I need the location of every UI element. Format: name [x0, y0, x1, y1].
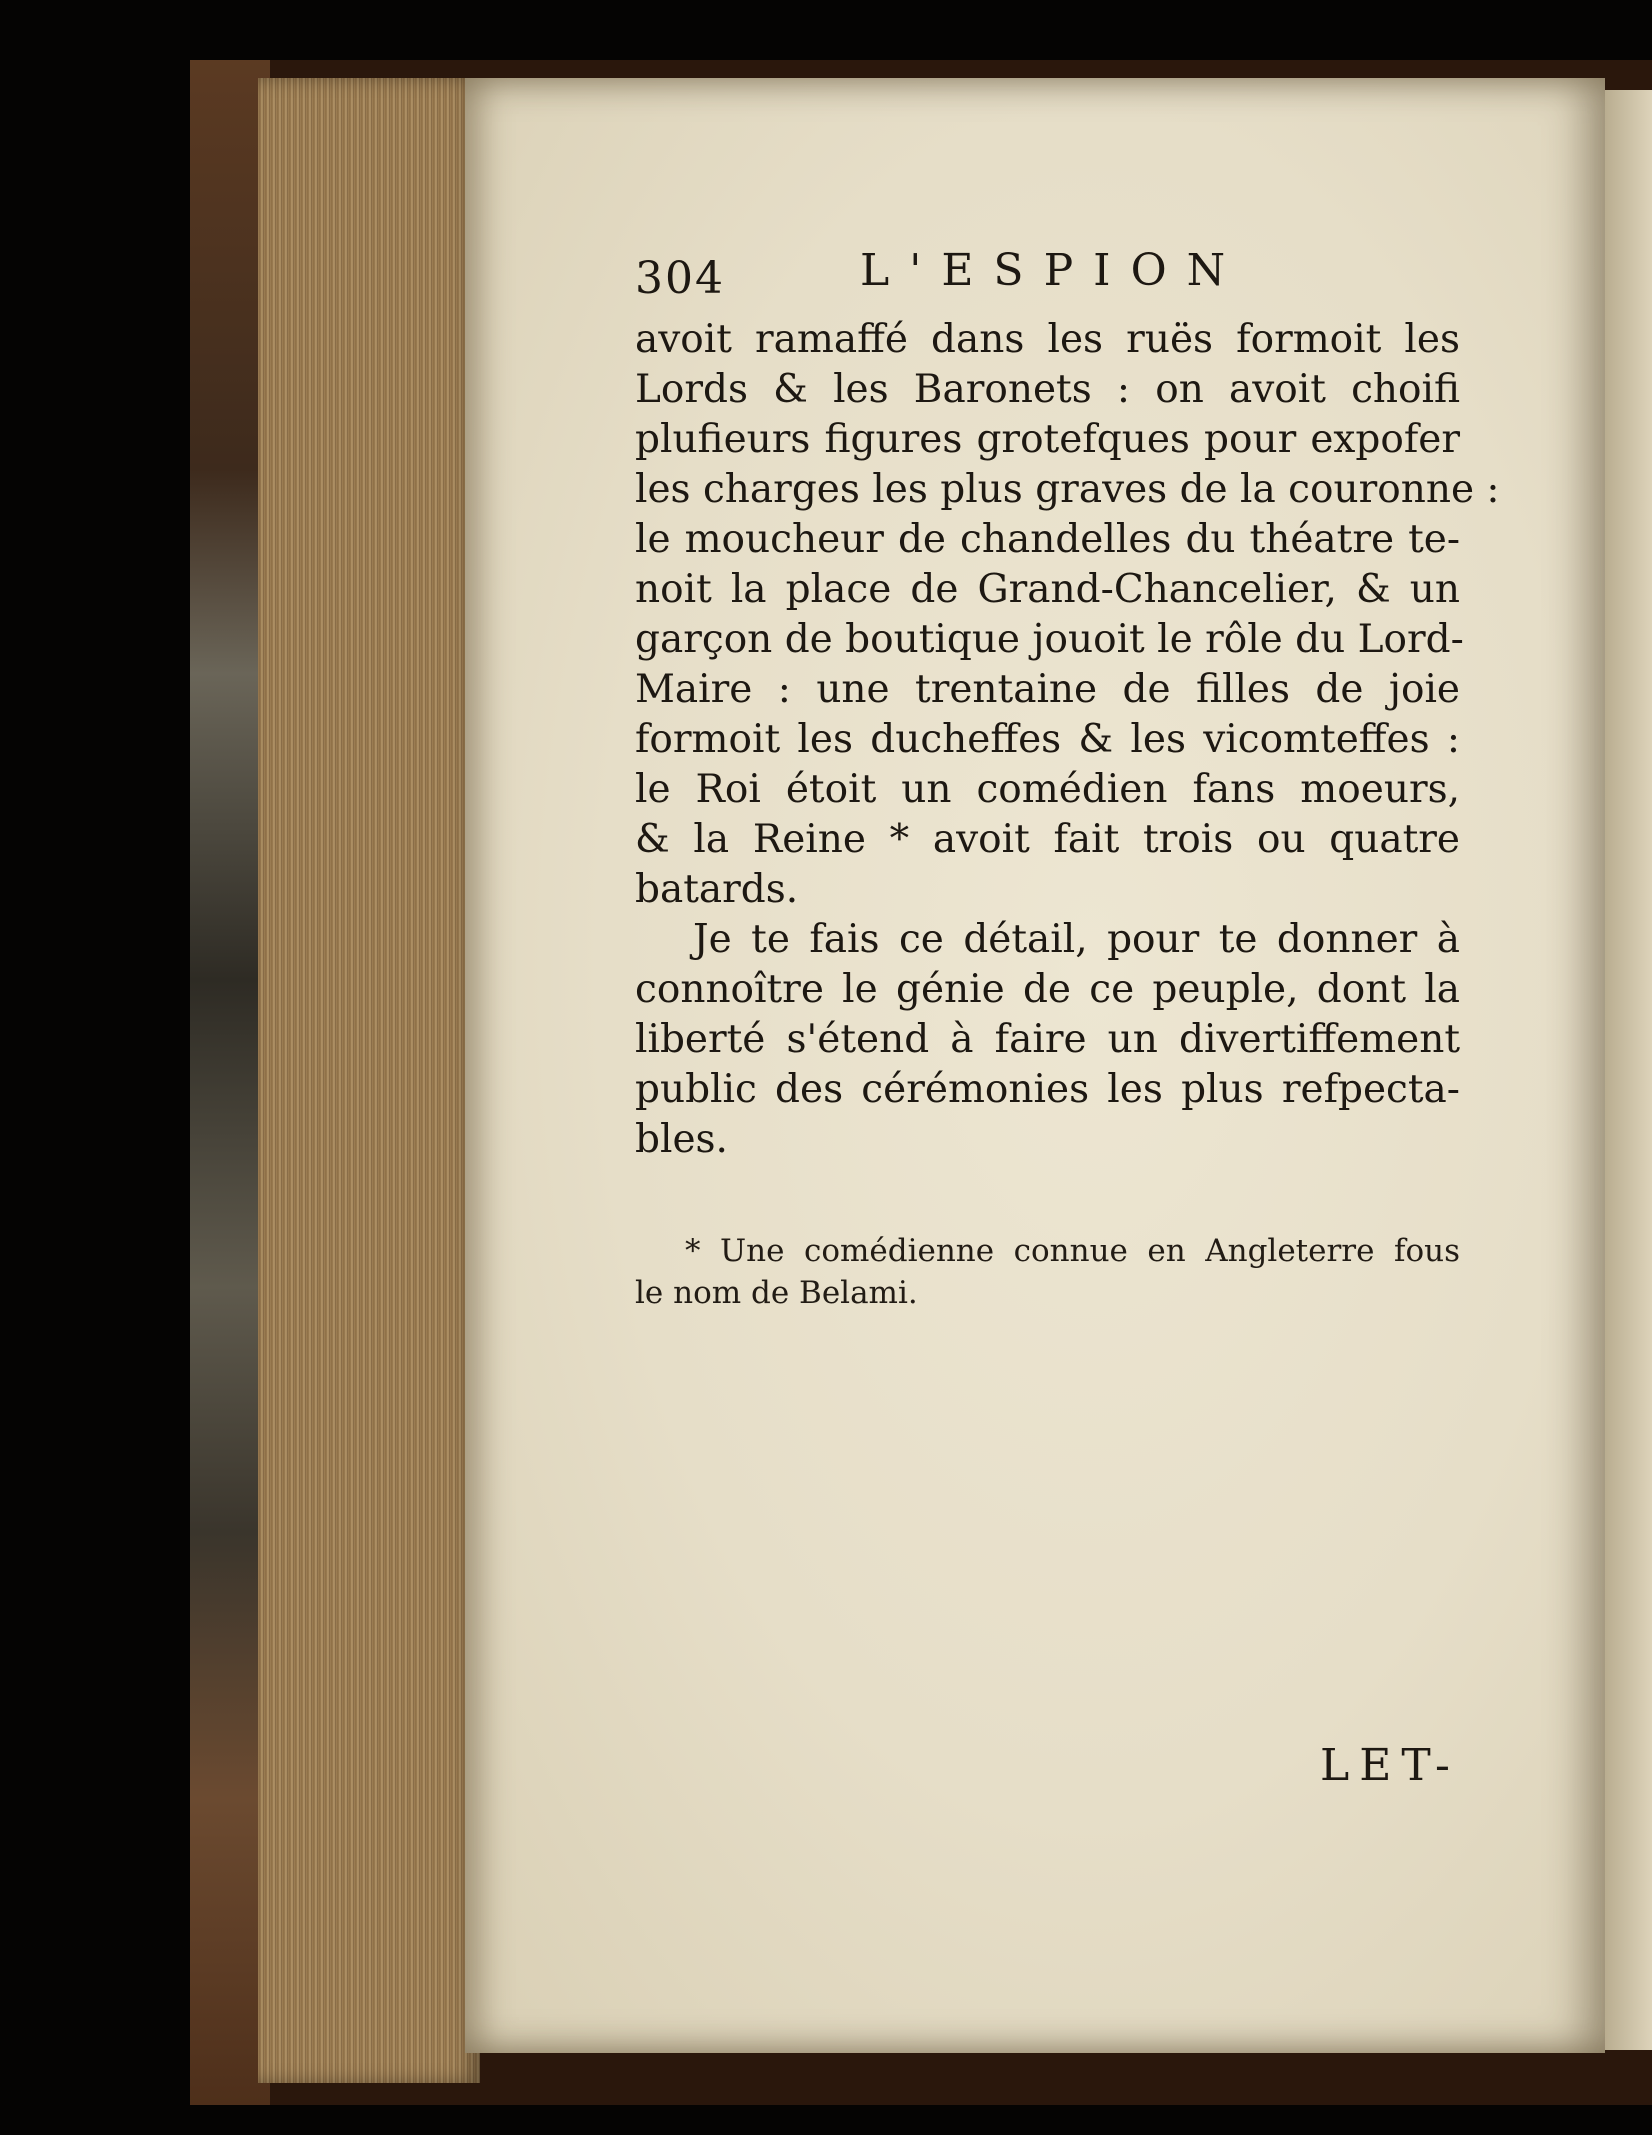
- text-line: liberté s'étend à faire un divertiffement: [635, 1017, 1460, 1062]
- page-edges: [258, 78, 480, 2083]
- text-line: batards.: [635, 867, 799, 912]
- footnote-line: le nom de Belami.: [635, 1275, 918, 1311]
- text-line: public des cérémonies les plus refpecta-: [635, 1067, 1460, 1112]
- text-line: Je te fais ce détail, pour te donner à: [693, 917, 1460, 962]
- text-line: les charges les plus graves de la couronne :: [635, 467, 1500, 512]
- running-title: L'ESPION: [860, 245, 1246, 296]
- text-line: connoître le génie de ce peuple, dont la: [635, 967, 1460, 1012]
- text-line: bles.: [635, 1117, 728, 1162]
- page-header: [635, 245, 1460, 315]
- text-line: Maire : une trentaine de filles de joie: [635, 667, 1460, 712]
- footnote: [635, 1230, 1460, 1314]
- footnote-line: * Une comédienne connue en Angleterre fous: [685, 1233, 1460, 1269]
- page-number: 304: [635, 253, 725, 304]
- facing-page-edge: [1605, 90, 1652, 2050]
- text-line: Lords & les Baronets : on avoit choifi: [635, 367, 1460, 412]
- text-line: avoit ramaffé dans les ruës formoit les: [635, 317, 1460, 362]
- paragraph-1: [635, 315, 1500, 915]
- text-line: le Roi étoit un comédien fans moeurs,: [635, 767, 1460, 812]
- text-line: & la Reine * avoit fait trois ou quatre: [635, 817, 1460, 862]
- text-line: plufieurs figures grotefques pour expofer: [635, 417, 1460, 462]
- text-line: formoit les ducheffes & les vicomteffes :: [635, 717, 1460, 762]
- text-line: garçon de boutique jouoit le rôle du Lord-: [635, 617, 1464, 662]
- text-line: noit la place de Grand-Chancelier, & un: [635, 567, 1460, 612]
- page-content: [635, 245, 1500, 1314]
- catchword: LET-: [1320, 1740, 1460, 1791]
- body-text: [635, 315, 1500, 1165]
- text-line: le moucheur de chandelles du théatre te-: [635, 517, 1460, 562]
- paragraph-2: [635, 915, 1460, 1165]
